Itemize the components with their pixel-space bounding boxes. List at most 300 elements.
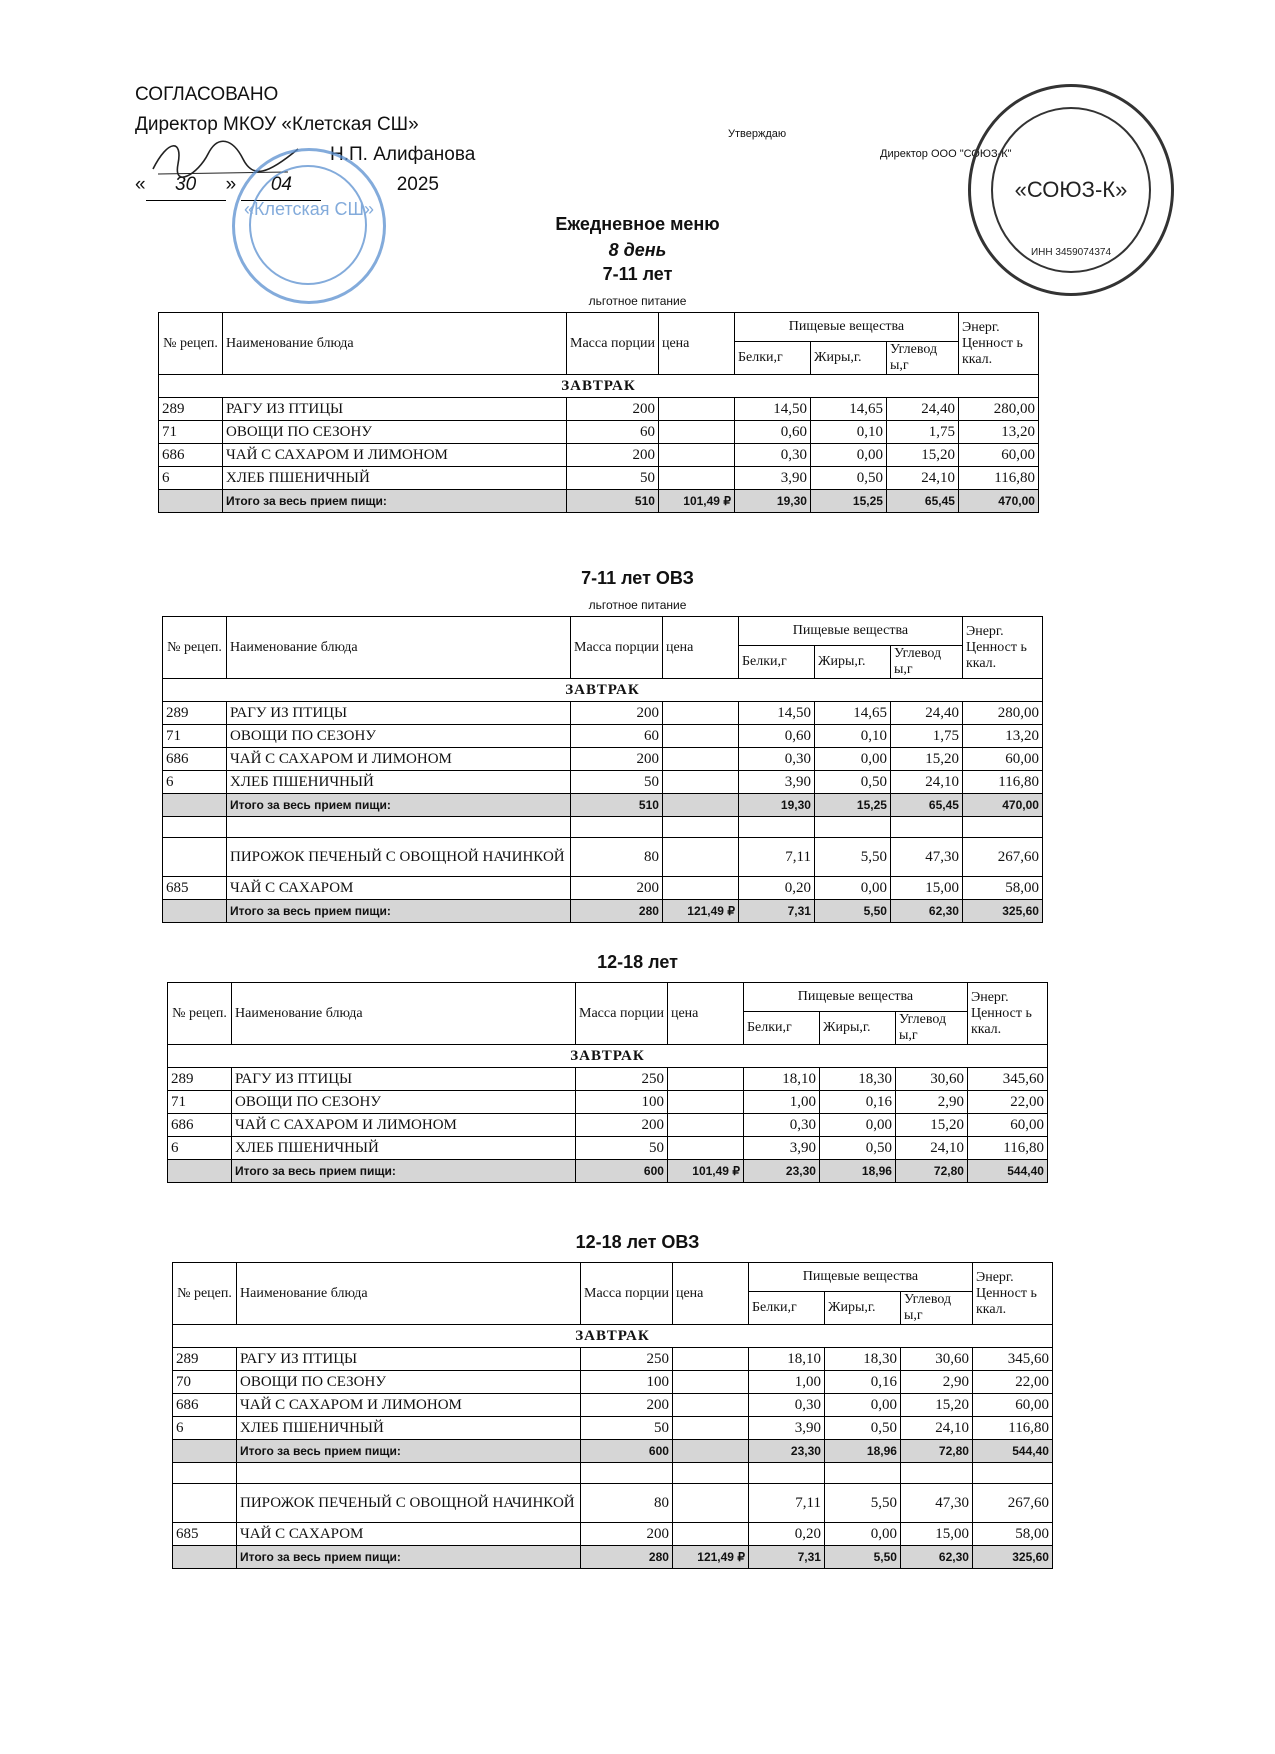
dish-mass: 50	[576, 1137, 668, 1160]
dish-protein: 0,60	[734, 421, 810, 444]
dish-carbs: 15,00	[890, 877, 962, 900]
dish-price	[662, 702, 738, 725]
dish-num: 6	[163, 771, 227, 794]
dish-num: 71	[159, 421, 223, 444]
total-fat: 18,96	[819, 1160, 895, 1183]
dish-carbs: 24,10	[890, 771, 962, 794]
header-mass: Масса порции	[567, 313, 659, 375]
header-protein: Белки,г	[734, 342, 810, 375]
spacer-cell	[163, 817, 227, 838]
approve-director: Директор ООО "СОЮЗ-К"	[880, 148, 1012, 160]
header-carbs: Углевод ы,г	[886, 342, 958, 375]
dish-carbs: 1,75	[886, 421, 958, 444]
breakfast-row	[163, 679, 1043, 702]
header-price: цена	[667, 983, 743, 1045]
total-protein: 23,30	[743, 1160, 819, 1183]
dish-price	[662, 877, 738, 900]
dish-mass: 60	[571, 725, 663, 748]
dish-num: 685	[163, 877, 227, 900]
dish-price	[667, 1137, 743, 1160]
dish-protein: 7,11	[738, 838, 814, 877]
total-label: Итого за весь прием пищи:	[232, 1160, 576, 1183]
table-row	[173, 1394, 1053, 1417]
dish-protein: 18,10	[743, 1068, 819, 1091]
dish-carbs: 15,20	[886, 444, 958, 467]
dish-carbs: 47,30	[890, 838, 962, 877]
dish-mass: 50	[581, 1417, 673, 1440]
total-carbs: 72,80	[895, 1160, 967, 1183]
dish-carbs: 15,20	[900, 1394, 972, 1417]
dish-num: 685	[173, 1523, 237, 1546]
dish-fat: 0,00	[810, 444, 886, 467]
dish-fat: 0,50	[814, 771, 890, 794]
dish-mass: 200	[576, 1114, 668, 1137]
total-mass: 510	[571, 794, 663, 817]
total-protein: 19,30	[738, 794, 814, 817]
dish-num: 686	[173, 1394, 237, 1417]
date-month: 04	[241, 170, 321, 201]
header-name: Наименование блюда	[227, 617, 571, 679]
dish-energy: 58,00	[962, 877, 1042, 900]
dish-energy: 345,60	[967, 1068, 1047, 1091]
header-row	[163, 617, 1043, 646]
header-row	[173, 1263, 1053, 1292]
dish-protein: 0,30	[734, 444, 810, 467]
table-row	[168, 1114, 1048, 1137]
company-stamp-inn: ИНН 3459074374	[1030, 247, 1112, 258]
dish-name: ХЛЕБ ПШЕНИЧНЫЙ	[237, 1417, 581, 1440]
dish-price	[672, 1348, 748, 1371]
dish-name: ЧАЙ С САХАРОМ И ЛИМОНОМ	[237, 1394, 581, 1417]
section-note: льготное питание	[588, 598, 687, 612]
table-row	[163, 877, 1043, 900]
header-name: Наименование блюда	[223, 313, 567, 375]
total-price	[672, 1440, 748, 1463]
total-price: 121,49 ₽	[672, 1546, 748, 1569]
header-num: № рецеп.	[173, 1263, 237, 1325]
dish-name: ПИРОЖОК ПЕЧЕНЫЙ С ОВОЩНОЙ НАЧИНКОЙ	[237, 1484, 581, 1523]
dish-protein: 3,90	[748, 1417, 824, 1440]
header-protein: Белки,г	[738, 646, 814, 679]
header-carbs: Углевод ы,г	[890, 646, 962, 679]
dish-carbs: 24,40	[886, 398, 958, 421]
total-carbs: 62,30	[890, 900, 962, 923]
dish-price	[658, 444, 734, 467]
header-energy: Энерг. Ценност ь ккал.	[972, 1263, 1052, 1325]
spacer-cell	[824, 1463, 900, 1484]
dish-mass: 60	[567, 421, 659, 444]
header-mass: Масса порции	[576, 983, 668, 1045]
dish-name: ЧАЙ С САХАРОМ	[237, 1523, 581, 1546]
total-price: 101,49 ₽	[658, 490, 734, 513]
dish-num: 71	[163, 725, 227, 748]
dish-fat: 5,50	[814, 838, 890, 877]
dish-price	[658, 398, 734, 421]
date-day: 30	[146, 170, 226, 201]
table-row	[168, 1068, 1048, 1091]
dish-fat: 0,16	[819, 1091, 895, 1114]
table-row	[159, 444, 1039, 467]
header-nutrients: Пищевые вещества	[748, 1263, 972, 1292]
dish-mass: 100	[581, 1371, 673, 1394]
table-row	[168, 1091, 1048, 1114]
spacer-cell	[581, 1463, 673, 1484]
breakfast-row	[159, 375, 1039, 398]
dish-price	[667, 1068, 743, 1091]
dish-num: 686	[159, 444, 223, 467]
total-price	[662, 794, 738, 817]
total-blank	[163, 794, 227, 817]
dish-mass: 200	[571, 748, 663, 771]
dish-name: ХЛЕБ ПШЕНИЧНЫЙ	[232, 1137, 576, 1160]
header-price: цена	[658, 313, 734, 375]
dish-carbs: 24,10	[900, 1417, 972, 1440]
total-energy: 470,00	[958, 490, 1038, 513]
section-title: 12-18 лет	[597, 952, 678, 972]
dish-protein: 3,90	[734, 467, 810, 490]
school-stamp-text: «Клетская СШ»	[244, 199, 374, 219]
dish-carbs: 24,40	[890, 702, 962, 725]
breakfast-row	[168, 1045, 1048, 1068]
dish-price	[662, 748, 738, 771]
dish-mass: 200	[581, 1394, 673, 1417]
total-blank	[159, 490, 223, 513]
spacer-cell	[173, 1463, 237, 1484]
dish-protein: 1,00	[748, 1371, 824, 1394]
spacer-row	[163, 817, 1043, 838]
section-title: 12-18 лет ОВЗ	[575, 1232, 700, 1252]
total-label: Итого за весь прием пищи:	[227, 900, 571, 923]
spacer-cell	[237, 1463, 581, 1484]
dish-name: ЧАЙ С САХАРОМ И ЛИМОНОМ	[232, 1114, 576, 1137]
header-nutrients: Пищевые вещества	[743, 983, 967, 1012]
spacer-cell	[571, 817, 663, 838]
spacer-cell	[900, 1463, 972, 1484]
dish-name: РАГУ ИЗ ПТИЦЫ	[232, 1068, 576, 1091]
dish-num: 70	[173, 1371, 237, 1394]
spacer-cell	[890, 817, 962, 838]
dish-num: 6	[159, 467, 223, 490]
dish-energy: 116,80	[958, 467, 1038, 490]
dish-name: ХЛЕБ ПШЕНИЧНЫЙ	[227, 771, 571, 794]
dish-price	[672, 1484, 748, 1523]
header-num: № рецеп.	[168, 983, 232, 1045]
dish-name: ХЛЕБ ПШЕНИЧНЫЙ	[223, 467, 567, 490]
total-label: Итого за весь прием пищи:	[237, 1440, 581, 1463]
dish-name: ПИРОЖОК ПЕЧЕНЫЙ С ОВОЩНОЙ НАЧИНКОЙ	[227, 838, 571, 877]
dish-protein: 3,90	[738, 771, 814, 794]
company-stamp-text: «СОЮЗ-К»	[1014, 177, 1128, 202]
menu-table	[162, 616, 1043, 923]
total-mass: 280	[571, 900, 663, 923]
dish-num: 6	[168, 1137, 232, 1160]
total-label: Итого за весь прием пищи:	[223, 490, 567, 513]
section-title: 7-11 лет ОВЗ	[581, 568, 694, 588]
dish-mass: 100	[576, 1091, 668, 1114]
dish-name: РАГУ ИЗ ПТИЦЫ	[227, 702, 571, 725]
dish-price	[662, 838, 738, 877]
approval-signer: Н.П. Алифанова	[330, 144, 476, 165]
total-mass: 510	[567, 490, 659, 513]
table-row	[173, 1417, 1053, 1440]
dish-protein: 7,11	[748, 1484, 824, 1523]
dish-num: 289	[163, 702, 227, 725]
dish-protein: 0,20	[738, 877, 814, 900]
dish-protein: 0,20	[748, 1523, 824, 1546]
total-row	[173, 1440, 1053, 1463]
total-blank	[173, 1546, 237, 1569]
dish-fat: 0,50	[824, 1417, 900, 1440]
total-fat: 15,25	[814, 794, 890, 817]
dish-num	[163, 838, 227, 877]
dish-fat: 0,50	[819, 1137, 895, 1160]
dish-price	[672, 1371, 748, 1394]
table-row	[173, 1348, 1053, 1371]
dish-protein: 14,50	[738, 702, 814, 725]
dish-carbs: 24,10	[895, 1137, 967, 1160]
header-mass: Масса порции	[581, 1263, 673, 1325]
total-energy: 544,40	[972, 1440, 1052, 1463]
dish-num: 686	[168, 1114, 232, 1137]
dish-num: 289	[159, 398, 223, 421]
dish-fat: 0,10	[814, 725, 890, 748]
menu-title: Ежедневное меню	[555, 214, 720, 234]
table-row	[173, 1484, 1053, 1523]
total-carbs: 65,45	[890, 794, 962, 817]
dish-name: ОВОЩИ ПО СЕЗОНУ	[232, 1091, 576, 1114]
dish-fat: 0,50	[810, 467, 886, 490]
dish-energy: 267,60	[962, 838, 1042, 877]
dish-fat: 0,10	[810, 421, 886, 444]
spacer-cell	[814, 817, 890, 838]
total-energy: 544,40	[967, 1160, 1047, 1183]
total-fat: 15,25	[810, 490, 886, 513]
dish-energy: 22,00	[972, 1371, 1052, 1394]
spacer-row	[173, 1463, 1053, 1484]
dish-energy: 116,80	[967, 1137, 1047, 1160]
header-fat: Жиры,г.	[824, 1292, 900, 1325]
total-mass: 600	[581, 1440, 673, 1463]
total-blank	[168, 1160, 232, 1183]
table-row	[173, 1523, 1053, 1546]
spacer-cell	[227, 817, 571, 838]
dish-carbs: 30,60	[895, 1068, 967, 1091]
header-carbs: Углевод ы,г	[895, 1012, 967, 1045]
header-fat: Жиры,г.	[819, 1012, 895, 1045]
total-price: 121,49 ₽	[662, 900, 738, 923]
dish-energy: 13,20	[962, 725, 1042, 748]
table-row	[163, 725, 1043, 748]
dish-price	[672, 1523, 748, 1546]
total-protein: 23,30	[748, 1440, 824, 1463]
header-price: цена	[662, 617, 738, 679]
header-row	[159, 313, 1039, 342]
dish-name: ЧАЙ С САХАРОМ	[227, 877, 571, 900]
total-carbs: 65,45	[886, 490, 958, 513]
header-name: Наименование блюда	[237, 1263, 581, 1325]
dish-mass: 200	[571, 877, 663, 900]
dish-fat: 18,30	[824, 1348, 900, 1371]
dish-mass: 200	[567, 444, 659, 467]
header-energy: Энерг. Ценност ь ккал.	[967, 983, 1047, 1045]
total-energy: 325,60	[962, 900, 1042, 923]
dish-carbs: 24,10	[886, 467, 958, 490]
dish-price	[672, 1417, 748, 1440]
header-price: цена	[672, 1263, 748, 1325]
total-energy: 325,60	[972, 1546, 1052, 1569]
total-protein: 19,30	[734, 490, 810, 513]
approval-date: « 30 » 04 2025	[135, 170, 475, 201]
dish-name: ЧАЙ С САХАРОМ И ЛИМОНОМ	[223, 444, 567, 467]
dish-carbs: 15,00	[900, 1523, 972, 1546]
total-row	[159, 490, 1039, 513]
total-fat: 5,50	[814, 900, 890, 923]
breakfast-label: ЗАВТРАК	[163, 679, 1043, 702]
dish-mass: 200	[581, 1523, 673, 1546]
header-energy: Энерг. Ценност ь ккал.	[958, 313, 1038, 375]
total-label: Итого за весь прием пищи:	[237, 1546, 581, 1569]
dish-protein: 18,10	[748, 1348, 824, 1371]
dish-num: 686	[163, 748, 227, 771]
dish-energy: 116,80	[972, 1417, 1052, 1440]
dish-mass: 200	[571, 702, 663, 725]
table-row	[163, 748, 1043, 771]
spacer-cell	[962, 817, 1042, 838]
dish-energy: 22,00	[967, 1091, 1047, 1114]
dish-price	[662, 725, 738, 748]
total-blank	[163, 900, 227, 923]
dish-name: РАГУ ИЗ ПТИЦЫ	[223, 398, 567, 421]
dish-fat: 14,65	[814, 702, 890, 725]
dish-fat: 18,30	[819, 1068, 895, 1091]
dish-energy: 13,20	[958, 421, 1038, 444]
table-row	[159, 398, 1039, 421]
dish-price	[667, 1114, 743, 1137]
total-energy: 470,00	[962, 794, 1042, 817]
approve-label: Утверждаю	[728, 128, 787, 140]
section-note: льготное питание	[588, 294, 687, 308]
table-row	[159, 421, 1039, 444]
header-energy: Энерг. Ценност ь ккал.	[962, 617, 1042, 679]
spacer-cell	[672, 1463, 748, 1484]
total-row	[163, 794, 1043, 817]
dish-protein: 0,30	[748, 1394, 824, 1417]
breakfast-label: ЗАВТРАК	[168, 1045, 1048, 1068]
total-row	[163, 900, 1043, 923]
dish-num: 289	[173, 1348, 237, 1371]
total-fat: 5,50	[824, 1546, 900, 1569]
total-protein: 7,31	[748, 1546, 824, 1569]
dish-price	[662, 771, 738, 794]
dish-protein: 0,30	[743, 1114, 819, 1137]
menu-day: 8 день	[608, 240, 667, 260]
menu-table	[172, 1262, 1053, 1569]
header-fat: Жиры,г.	[814, 646, 890, 679]
header-num: № рецеп.	[159, 313, 223, 375]
dish-num	[173, 1484, 237, 1523]
dish-energy: 60,00	[967, 1114, 1047, 1137]
dish-num: 6	[173, 1417, 237, 1440]
header-carbs: Углевод ы,г	[900, 1292, 972, 1325]
dish-name: РАГУ ИЗ ПТИЦЫ	[237, 1348, 581, 1371]
date-year: 2025	[396, 174, 439, 195]
dish-price	[658, 421, 734, 444]
total-mass: 600	[576, 1160, 668, 1183]
breakfast-label: ЗАВТРАК	[173, 1325, 1053, 1348]
menu-table	[167, 982, 1048, 1183]
dish-energy: 116,80	[962, 771, 1042, 794]
dish-carbs: 2,90	[900, 1371, 972, 1394]
table-row	[159, 467, 1039, 490]
dish-fat: 0,00	[814, 748, 890, 771]
total-protein: 7,31	[738, 900, 814, 923]
dish-energy: 280,00	[962, 702, 1042, 725]
dish-fat: 14,65	[810, 398, 886, 421]
dish-price	[672, 1394, 748, 1417]
dish-carbs: 1,75	[890, 725, 962, 748]
dish-mass: 50	[567, 467, 659, 490]
total-carbs: 62,30	[900, 1546, 972, 1569]
dish-fat: 0,00	[819, 1114, 895, 1137]
dish-mass: 50	[571, 771, 663, 794]
dish-num: 71	[168, 1091, 232, 1114]
total-row	[173, 1546, 1053, 1569]
dish-mass: 250	[581, 1348, 673, 1371]
total-label: Итого за весь прием пищи:	[227, 794, 571, 817]
header-fat: Жиры,г.	[810, 342, 886, 375]
dish-carbs: 15,20	[895, 1114, 967, 1137]
spacer-cell	[972, 1463, 1052, 1484]
spacer-cell	[748, 1463, 824, 1484]
table-row	[163, 838, 1043, 877]
dish-carbs: 15,20	[890, 748, 962, 771]
header-protein: Белки,г	[748, 1292, 824, 1325]
total-blank	[173, 1440, 237, 1463]
dish-energy: 60,00	[962, 748, 1042, 771]
header-mass: Масса порции	[571, 617, 663, 679]
dish-name: ОВОЩИ ПО СЕЗОНУ	[223, 421, 567, 444]
table-row	[173, 1371, 1053, 1394]
dish-mass: 200	[567, 398, 659, 421]
dish-fat: 0,16	[824, 1371, 900, 1394]
dish-mass: 80	[581, 1484, 673, 1523]
dish-energy: 280,00	[958, 398, 1038, 421]
dish-protein: 1,00	[743, 1091, 819, 1114]
header-nutrients: Пищевые вещества	[738, 617, 962, 646]
table-row	[163, 771, 1043, 794]
header-protein: Белки,г	[743, 1012, 819, 1045]
approval-heading: СОГЛАСОВАНО	[135, 84, 279, 105]
total-row	[168, 1160, 1048, 1183]
dish-fat: 0,00	[824, 1523, 900, 1546]
spacer-cell	[662, 817, 738, 838]
dish-protein: 0,60	[738, 725, 814, 748]
dish-fat: 0,00	[814, 877, 890, 900]
dish-name: ОВОЩИ ПО СЕЗОНУ	[227, 725, 571, 748]
dish-carbs: 47,30	[900, 1484, 972, 1523]
dish-fat: 5,50	[824, 1484, 900, 1523]
table-row	[163, 702, 1043, 725]
dish-carbs: 2,90	[895, 1091, 967, 1114]
dish-energy: 60,00	[972, 1394, 1052, 1417]
header-name: Наименование блюда	[232, 983, 576, 1045]
total-price: 101,49 ₽	[667, 1160, 743, 1183]
approval-director: Директор МКОУ «Клетская СШ»	[135, 114, 419, 135]
dish-mass: 250	[576, 1068, 668, 1091]
section-title: 7-11 лет	[602, 264, 673, 284]
total-carbs: 72,80	[900, 1440, 972, 1463]
dish-energy: 58,00	[972, 1523, 1052, 1546]
